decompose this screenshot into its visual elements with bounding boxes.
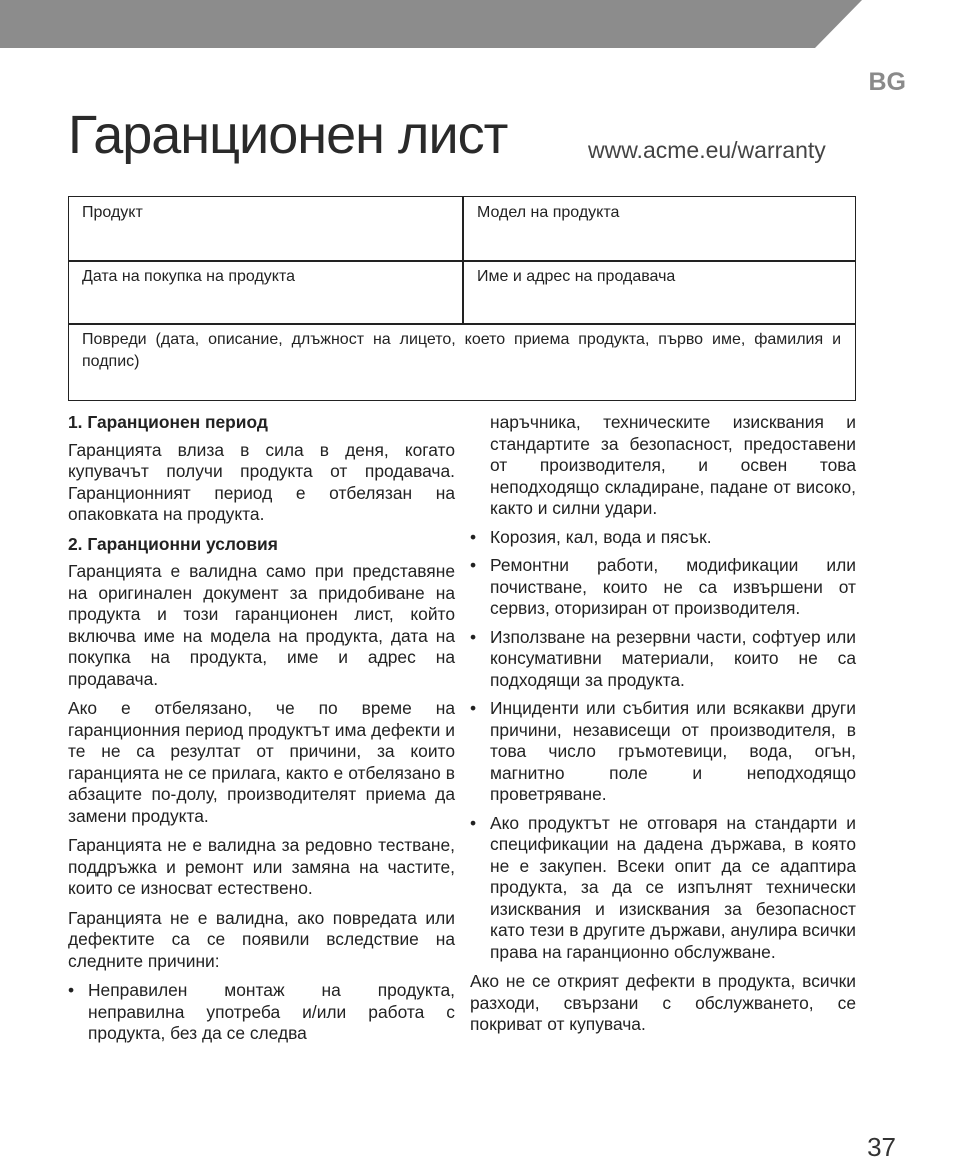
paragraph: Гаранцията влиза в сила в деня, когато купувачът получи продукта от продавача. Гаранционният период е отбелязан на опаковката на продукта. xyxy=(68,439,455,524)
left-column xyxy=(68,412,455,1053)
language-code: BG xyxy=(868,68,906,96)
list-item-text: Ако продуктът не отговаря на стандарти и спецификации на дадена държава, в която не е закупен. Всеки опит да се адаптира продукта, за да се изпълнят технически изисквания и изисквания за безопасност като тези в другите държави, анулира всички права на гаранционно обслужване. xyxy=(490,812,856,962)
purchase-date-field: Дата на покупка на продукта xyxy=(82,268,296,285)
bullet-icon: • xyxy=(470,812,477,833)
list-item-continuation: наръчника, техническите изисквания и стандартите за безопасност, предоставени от производителя, и освен това неподходящо складиране, падане от високо, както и силни удари. xyxy=(490,412,856,518)
bullet-icon: • xyxy=(470,626,477,647)
paragraph: Гаранцията не е валидна за редовно тестване, поддръжка и ремонт или замяна на частите, които се износват естествено. xyxy=(68,835,455,898)
bullet-icon: • xyxy=(470,698,477,718)
right-column xyxy=(470,412,856,1044)
list-item-text: Корозия, кал, вода и пясък. xyxy=(490,526,712,547)
list-item xyxy=(470,527,856,549)
list-item xyxy=(470,813,856,964)
section-heading: 2. Гаранционни условия xyxy=(68,533,278,554)
paragraph: Ако не се открият дефекти в продукта, всички разходи, свързани с обслужването, се покриват от купувача. xyxy=(470,971,856,1034)
page-number: 37 xyxy=(867,1132,896,1162)
paragraph: Гаранцията не е валидна, ако повредата или дефектите са се появили вследствие на следните причини: xyxy=(68,907,455,971)
product-field: Продукт xyxy=(82,204,143,221)
exclusion-list xyxy=(68,980,455,1045)
list-item xyxy=(470,555,856,620)
warranty-form xyxy=(68,196,856,401)
list-item xyxy=(470,698,856,806)
damages-field: Повреди (дата, описание, длъжност на лицето, което приема продукта, първо име, фамилия и подпис) xyxy=(82,331,841,370)
form-column-divider xyxy=(462,197,464,325)
list-item-text: Използване на резервни части, софтуер или консумативни материали, които не са подходящи за продукта. xyxy=(490,626,856,690)
list-item-text: Неправилен монтаж на продукта, неправилна употреба и/или работа с продукта, без да се следва xyxy=(88,980,455,1043)
paragraph: Гаранцията е валидна само при представяне на оригинален документ за придобиване на продукта и този гаранционен лист, който включва име на модела на продукта, дата на покупка на продукта, име и адрес на продавача. xyxy=(68,561,455,689)
bullet-icon: • xyxy=(470,555,477,575)
page-title: Гаранционен лист xyxy=(68,105,508,165)
warranty-url: www.acme.eu/warranty xyxy=(588,137,826,163)
paragraph: Ако е отбелязано, че по време на гаранционния период продуктът има дефекти и те не са резултат от причини, за които гаранцията не се прилага, както е отбелязано в абзаците по-долу, производителят приема да замени продукта. xyxy=(68,698,455,826)
model-field: Модел на продукта xyxy=(477,204,620,221)
list-item-text: Ремонтни работи, модификации или почистване, които не са извършени от сервиз, оторизиран от производителя. xyxy=(490,555,856,618)
section-heading: 1. Гаранционен период xyxy=(68,412,268,432)
list-item xyxy=(470,627,856,692)
header-band xyxy=(0,0,954,48)
exclusion-list xyxy=(470,527,856,964)
list-item xyxy=(68,980,455,1045)
bullet-icon: • xyxy=(68,980,75,1000)
bullet-icon: • xyxy=(470,526,477,547)
seller-field: Име и адрес на продавача xyxy=(477,268,676,285)
list-item-text: Инциденти или събития или всякакви други причини, независещи от производителя, в това число гръмотевици, вода, огън, магнитно поле и неподходящо проветряване. xyxy=(490,698,856,804)
